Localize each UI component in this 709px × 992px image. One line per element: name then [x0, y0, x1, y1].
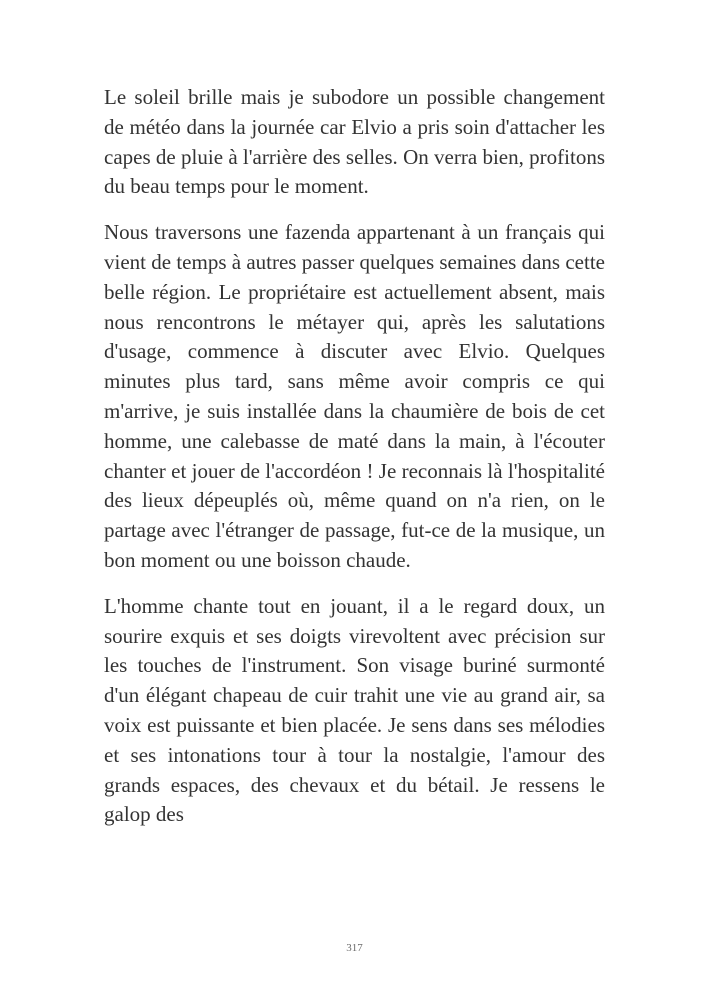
- paragraph-1: Le soleil brille mais je subodore un possible changement de météo dans la journée car Elvio a pris soin d'attacher les capes de pluie à l'arrière des selles. On verra bien, profitons du beau temps pour le moment.: [104, 85, 605, 199]
- paragraph-3: L'homme chante tout en jouant, il a le regard doux, un sourire exquis et ses doigts virevoltent avec précision sur les touches de l'instrument. Son visage buriné surmonté d'un élégant chapeau de cuir trahit une vie au grand air, sa voix est puissante et bien placée. Je sens dans ses mélodies et ses intonations tour à tour la nostalgie, l'amour des grands espaces, des chevaux et du bétail. Je ressens le galop des: [104, 593, 605, 827]
- body-text: [104, 83, 605, 830]
- page-number: 317: [346, 942, 363, 954]
- paragraph-2: Nous traversons une fazenda appartenant à un français qui vient de temps à autres passer quelques semaines dans cette belle région. Le propriétaire est actuellement absent, mais nous rencontrons le métayer qui, après les salutations d'usage, commence à discuter avec Elvio. Quelques minutes plus tard, sans même avoir compris ce qui m'arrive, je suis installée dans la chaumière de bois de cet homme, une calebasse de maté dans la main, à l'écouter chanter et jouer de l'accordéon ! Je reconnais là l'hospitalité des lieux dépeuplés où, même quand on n'a rien, on le partage avec l'étranger de passage, fut-ce de la musique, un bon moment ou une boisson chaude.: [104, 220, 605, 572]
